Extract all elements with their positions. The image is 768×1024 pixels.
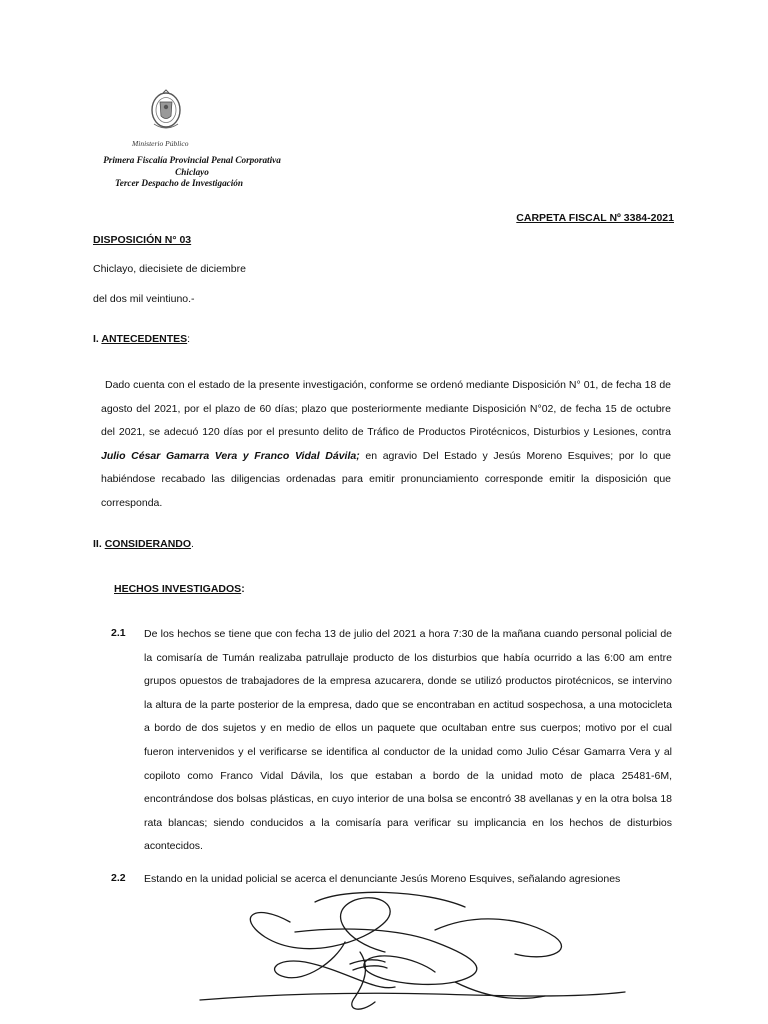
item-number: 2.2 — [111, 872, 126, 884]
place-date-line1: Chiclayo, diecisiete de diciembre — [93, 263, 246, 275]
section-title: ANTECEDENTES — [101, 333, 188, 345]
item-text: Estando en la unidad policial se acerca el denunciante Jesús Moreno Esquives, señalando agresiones — [144, 873, 621, 885]
item-number: 2.1 — [111, 627, 126, 639]
section-number: I. — [93, 333, 99, 345]
seal-caption: Ministerio Público — [132, 139, 189, 148]
subsection-punct: : — [241, 583, 245, 595]
accused-names: Julio César Gamarra Vera y Franco Vidal Dávila; — [101, 449, 360, 462]
subsection-title: HECHOS INVESTIGADOS — [114, 583, 242, 595]
office-name: Primera Fiscalía Provincial Penal Corporativa — [103, 155, 281, 165]
antecedentes-paragraph — [101, 374, 671, 515]
ministerio-publico-seal-icon — [146, 88, 186, 138]
section-considerando-heading — [93, 538, 194, 550]
office-division: Tercer Despacho de Investigación — [114, 178, 243, 188]
handwritten-signature — [195, 882, 635, 1024]
office-header — [92, 155, 292, 190]
section-punct: . — [191, 538, 194, 550]
office-city: Chiclayo — [175, 166, 209, 177]
disposicion-title: DISPOSICIÓN N° 03 — [93, 234, 192, 246]
hechos-investigados-heading — [114, 583, 245, 595]
place-date-line2: del dos mil veintiuno.- — [93, 293, 195, 305]
section-title: CONSIDERANDO — [104, 538, 192, 550]
item-text: De los hechos se tiene que con fecha 13 de julio del 2021 a hora 7:30 de la mañana cuando personal policial de la comisaría de Tumán realizaba patrullaje producto de los disturbios que había ocurrido a las 6:00 am entre grupos opuestos de trabajadores de la empresa azucarera, donde se utilizó productos pirotécnicos, se intervino la altura de la parte posterior de la empresa, dado que se encontraban en actitud sospechosa, a una motocicleta a bordo de dos sujetos y en medio de ellos un paquete que ocultaban entre sus cuerpos; motivo por el cual fueron intervenidos y el verificarse se identifica al conductor de la unidad como Julio César Gamarra Vera y al copiloto como Franco Vidal Dávila, los que estaban a bordo de la unidad moto de placa 25481-6M, encontrándose dos bolsas plásticas, en cuyo interior de una bolsa se encontró 38 avellanas y en la otra bolsa 18 rata blancas; siendo conducidos a la comisaría para verificar su implicancia en los hechos de disturbios acontecidos. — [144, 628, 672, 853]
antecedentes-text-a: Dado cuenta con el estado de la presente investigación, conforme se ordenó mediante Disposición N° 01, de fecha 18 de agosto del 2021, por el plazo de 60 días; plazo que posteriormente mediante Disposición N°02, de fecha 15 de octubre del 2021, se adecuó 120 días por el presunto delito de Tráfico de Productos Pirotécnicos, Disturbios y Lesiones, contra — [101, 379, 671, 438]
antecedentes-text-b: en agravio Del Estado y Jesús Moreno Esquives; por lo que habiéndose recabado las diligencias ordenadas para emitir pronunciamiento corresponde emitir la disposición que corresponda. — [101, 449, 671, 509]
section-punct: : — [187, 333, 191, 345]
section-number: II. — [93, 538, 102, 550]
carpeta-fiscal: CARPETA FISCAL Nº 3384-2021 — [516, 212, 674, 224]
section-antecedentes-heading — [93, 333, 190, 345]
